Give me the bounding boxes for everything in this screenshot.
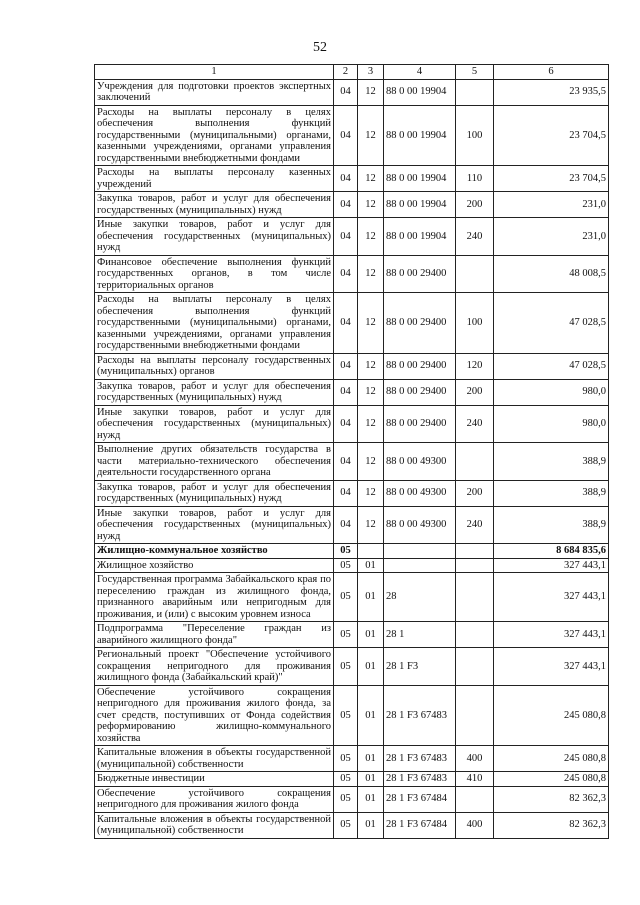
header-cell-3: 3 xyxy=(358,65,384,80)
section-code-cell: 04 xyxy=(334,166,358,192)
amount-cell: 48 008,5 xyxy=(494,255,609,293)
target-article-cell: 28 1 xyxy=(384,622,456,648)
table-row xyxy=(95,506,609,544)
section-code-cell: 04 xyxy=(334,506,358,544)
table-row xyxy=(95,786,609,812)
subsection-code-cell: 01 xyxy=(358,786,384,812)
item-name-cell: Иные закупки товаров, работ и услуг для обеспечения государственных (муниципальных) нужд xyxy=(95,405,334,443)
table-row xyxy=(95,772,609,787)
item-name-cell: Закупка товаров, работ и услуг для обеспечения государственных (муниципальных) нужд xyxy=(95,192,334,218)
expense-type-cell xyxy=(456,786,494,812)
section-code-cell: 04 xyxy=(334,379,358,405)
item-name-cell: Капитальные вложения в объекты государственной (муниципальной) собственности xyxy=(95,812,334,838)
subsection-code-cell: 12 xyxy=(358,105,384,166)
expense-type-cell: 240 xyxy=(456,218,494,256)
header-row xyxy=(95,65,609,80)
subsection-code-cell: 12 xyxy=(358,166,384,192)
target-article-cell: 88 0 00 19904 xyxy=(384,192,456,218)
table-row xyxy=(95,379,609,405)
amount-cell: 8 684 835,6 xyxy=(494,544,609,559)
expense-type-cell: 240 xyxy=(456,506,494,544)
amount-cell: 327 443,1 xyxy=(494,622,609,648)
target-article-cell: 28 1 F3 67484 xyxy=(384,812,456,838)
expense-type-cell: 200 xyxy=(456,379,494,405)
table-row xyxy=(95,443,609,481)
expense-type-cell: 410 xyxy=(456,772,494,787)
table-row xyxy=(95,405,609,443)
amount-cell: 388,9 xyxy=(494,480,609,506)
subsection-code-cell: 01 xyxy=(358,622,384,648)
subsection-code-cell: 12 xyxy=(358,255,384,293)
header-cell-2: 2 xyxy=(334,65,358,80)
subsection-code-cell: 12 xyxy=(358,443,384,481)
item-name-cell: Обеспечение устойчивого сокращения непригодного для проживания жилого фонда, за счет средств, поступивших от Фонда содействия реформированию жилищно-коммунального хозяйства xyxy=(95,685,334,746)
header-cell-4: 4 xyxy=(384,65,456,80)
subsection-code-cell: 12 xyxy=(358,506,384,544)
table-row xyxy=(95,622,609,648)
section-code-cell: 05 xyxy=(334,772,358,787)
item-name-cell: Расходы на выплаты персоналу в целях обеспечения выполнения функций государственными (муниципальными) органами, казенными учреждениями, органами управления государственными внебюджетными фондами xyxy=(95,293,334,354)
section-code-cell: 04 xyxy=(334,405,358,443)
item-name-cell: Расходы на выплаты персоналу в целях обеспечения выполнения функций государственными (муниципальными) органами, казенными учреждениями, органами управления государственными внебюджетными фондами xyxy=(95,105,334,166)
subsection-code-cell: 12 xyxy=(358,192,384,218)
section-code-cell: 05 xyxy=(334,812,358,838)
target-article-cell xyxy=(384,544,456,559)
section-code-cell: 04 xyxy=(334,353,358,379)
section-code-cell: 05 xyxy=(334,573,358,622)
expense-type-cell xyxy=(456,622,494,648)
amount-cell: 23 935,5 xyxy=(494,79,609,105)
item-name-cell: Иные закупки товаров, работ и услуг для обеспечения государственных (муниципальных) нужд xyxy=(95,218,334,256)
section-code-cell: 05 xyxy=(334,648,358,686)
amount-cell: 82 362,3 xyxy=(494,786,609,812)
item-name-cell: Иные закупки товаров, работ и услуг для обеспечения государственных (муниципальных) нужд xyxy=(95,506,334,544)
subsection-code-cell: 12 xyxy=(358,405,384,443)
subsection-code-cell: 01 xyxy=(358,685,384,746)
table-row xyxy=(95,648,609,686)
table-row xyxy=(95,105,609,166)
target-article-cell: 28 xyxy=(384,573,456,622)
section-code-cell: 05 xyxy=(334,786,358,812)
amount-cell: 23 704,5 xyxy=(494,105,609,166)
subsection-code-cell xyxy=(358,544,384,559)
item-name-cell: Жилищно-коммунальное хозяйство xyxy=(95,544,334,559)
subsection-code-cell: 12 xyxy=(358,480,384,506)
expense-type-cell: 200 xyxy=(456,192,494,218)
expense-type-cell xyxy=(456,443,494,481)
target-article-cell: 28 1 F3 67483 xyxy=(384,685,456,746)
expense-type-cell: 110 xyxy=(456,166,494,192)
section-code-cell: 04 xyxy=(334,480,358,506)
subsection-code-cell: 01 xyxy=(358,648,384,686)
target-article-cell: 28 1 F3 xyxy=(384,648,456,686)
section-code-cell: 04 xyxy=(334,79,358,105)
item-name-cell: Обеспечение устойчивого сокращения непригодного для проживания жилого фонда xyxy=(95,786,334,812)
table-row xyxy=(95,79,609,105)
table-row xyxy=(95,293,609,354)
table-row xyxy=(95,166,609,192)
target-article-cell: 88 0 00 19904 xyxy=(384,218,456,256)
item-name-cell: Капитальные вложения в объекты государственной (муниципальной) собственности xyxy=(95,746,334,772)
amount-cell: 245 080,8 xyxy=(494,685,609,746)
target-article-cell: 88 0 00 19904 xyxy=(384,105,456,166)
table-row xyxy=(95,480,609,506)
section-code-cell: 04 xyxy=(334,218,358,256)
amount-cell: 23 704,5 xyxy=(494,166,609,192)
subsection-code-cell: 12 xyxy=(358,379,384,405)
section-code-cell: 04 xyxy=(334,255,358,293)
amount-cell: 327 443,1 xyxy=(494,573,609,622)
section-code-cell: 04 xyxy=(334,443,358,481)
target-article-cell xyxy=(384,558,456,573)
target-article-cell: 88 0 00 49300 xyxy=(384,443,456,481)
amount-cell: 245 080,8 xyxy=(494,746,609,772)
subsection-code-cell: 12 xyxy=(358,218,384,256)
item-name-cell: Закупка товаров, работ и услуг для обеспечения государственных (муниципальных) нужд xyxy=(95,379,334,405)
page-number: 52 xyxy=(313,40,327,55)
target-article-cell: 88 0 00 49300 xyxy=(384,480,456,506)
amount-cell: 47 028,5 xyxy=(494,293,609,354)
expense-type-cell: 240 xyxy=(456,405,494,443)
header-cell-6: 6 xyxy=(494,65,609,80)
target-article-cell: 88 0 00 49300 xyxy=(384,506,456,544)
expense-type-cell: 400 xyxy=(456,812,494,838)
target-article-cell: 28 1 F3 67483 xyxy=(384,746,456,772)
expense-type-cell xyxy=(456,573,494,622)
expense-type-cell: 400 xyxy=(456,746,494,772)
table-row xyxy=(95,353,609,379)
table-row xyxy=(95,255,609,293)
item-name-cell: Региональный проект "Обеспечение устойчивого сокращения непригодного для проживания жилищного фонда (Забайкальский край)" xyxy=(95,648,334,686)
subsection-code-cell: 01 xyxy=(358,573,384,622)
amount-cell: 47 028,5 xyxy=(494,353,609,379)
section-code-cell: 04 xyxy=(334,293,358,354)
expense-type-cell: 120 xyxy=(456,353,494,379)
table-row xyxy=(95,192,609,218)
section-code-cell: 05 xyxy=(334,746,358,772)
section-code-cell: 04 xyxy=(334,192,358,218)
amount-cell: 231,0 xyxy=(494,218,609,256)
item-name-cell: Жилищное хозяйство xyxy=(95,558,334,573)
target-article-cell: 88 0 00 29400 xyxy=(384,379,456,405)
item-name-cell: Государственная программа Забайкальского края по переселению граждан из жилищного фонда, признанного аварийным или непригодным для проживания, и (или) с высоким уровнем износа xyxy=(95,573,334,622)
target-article-cell: 28 1 F3 67483 xyxy=(384,772,456,787)
item-name-cell: Закупка товаров, работ и услуг для обеспечения государственных (муниципальных) нужд xyxy=(95,480,334,506)
amount-cell: 980,0 xyxy=(494,379,609,405)
amount-cell: 327 443,1 xyxy=(494,558,609,573)
amount-cell: 82 362,3 xyxy=(494,812,609,838)
target-article-cell: 88 0 00 29400 xyxy=(384,255,456,293)
amount-cell: 327 443,1 xyxy=(494,648,609,686)
item-name-cell: Подпрограмма "Переселение граждан из аварийного жилищного фонда" xyxy=(95,622,334,648)
target-article-cell: 88 0 00 29400 xyxy=(384,353,456,379)
table-row xyxy=(95,685,609,746)
budget-table xyxy=(94,64,609,839)
section-code-cell: 05 xyxy=(334,685,358,746)
expense-type-cell: 200 xyxy=(456,480,494,506)
table-row xyxy=(95,544,609,559)
item-name-cell: Бюджетные инвестиции xyxy=(95,772,334,787)
subsection-code-cell: 01 xyxy=(358,812,384,838)
item-name-cell: Выполнение других обязательств государства в части материально-технического обеспечения деятельности государственного органа xyxy=(95,443,334,481)
header-cell-5: 5 xyxy=(456,65,494,80)
table-row xyxy=(95,746,609,772)
amount-cell: 388,9 xyxy=(494,443,609,481)
subsection-code-cell: 01 xyxy=(358,558,384,573)
item-name-cell: Расходы на выплаты персоналу государственных (муниципальных) органов xyxy=(95,353,334,379)
amount-cell: 245 080,8 xyxy=(494,772,609,787)
expense-type-cell: 100 xyxy=(456,293,494,354)
table-row xyxy=(95,218,609,256)
section-code-cell: 05 xyxy=(334,544,358,559)
subsection-code-cell: 12 xyxy=(358,353,384,379)
expense-type-cell: 100 xyxy=(456,105,494,166)
section-code-cell: 04 xyxy=(334,105,358,166)
expense-type-cell xyxy=(456,79,494,105)
expense-type-cell xyxy=(456,685,494,746)
section-code-cell: 05 xyxy=(334,622,358,648)
table-row xyxy=(95,558,609,573)
item-name-cell: Расходы на выплаты персоналу казенных учреждений xyxy=(95,166,334,192)
subsection-code-cell: 12 xyxy=(358,79,384,105)
table-row xyxy=(95,812,609,838)
expense-type-cell xyxy=(456,648,494,686)
subsection-code-cell: 12 xyxy=(358,293,384,354)
target-article-cell: 88 0 00 29400 xyxy=(384,293,456,354)
target-article-cell: 28 1 F3 67484 xyxy=(384,786,456,812)
amount-cell: 388,9 xyxy=(494,506,609,544)
subsection-code-cell: 01 xyxy=(358,772,384,787)
item-name-cell: Учреждения для подготовки проектов экспертных заключений xyxy=(95,79,334,105)
amount-cell: 980,0 xyxy=(494,405,609,443)
header-cell-1: 1 xyxy=(95,65,334,80)
subsection-code-cell: 01 xyxy=(358,746,384,772)
expense-type-cell xyxy=(456,544,494,559)
expense-type-cell xyxy=(456,558,494,573)
target-article-cell: 88 0 00 19904 xyxy=(384,79,456,105)
target-article-cell: 88 0 00 19904 xyxy=(384,166,456,192)
table-row xyxy=(95,573,609,622)
section-code-cell: 05 xyxy=(334,558,358,573)
item-name-cell: Финансовое обеспечение выполнения функций государственных органов, в том числе территориальных органов xyxy=(95,255,334,293)
amount-cell: 231,0 xyxy=(494,192,609,218)
expense-type-cell xyxy=(456,255,494,293)
target-article-cell: 88 0 00 29400 xyxy=(384,405,456,443)
